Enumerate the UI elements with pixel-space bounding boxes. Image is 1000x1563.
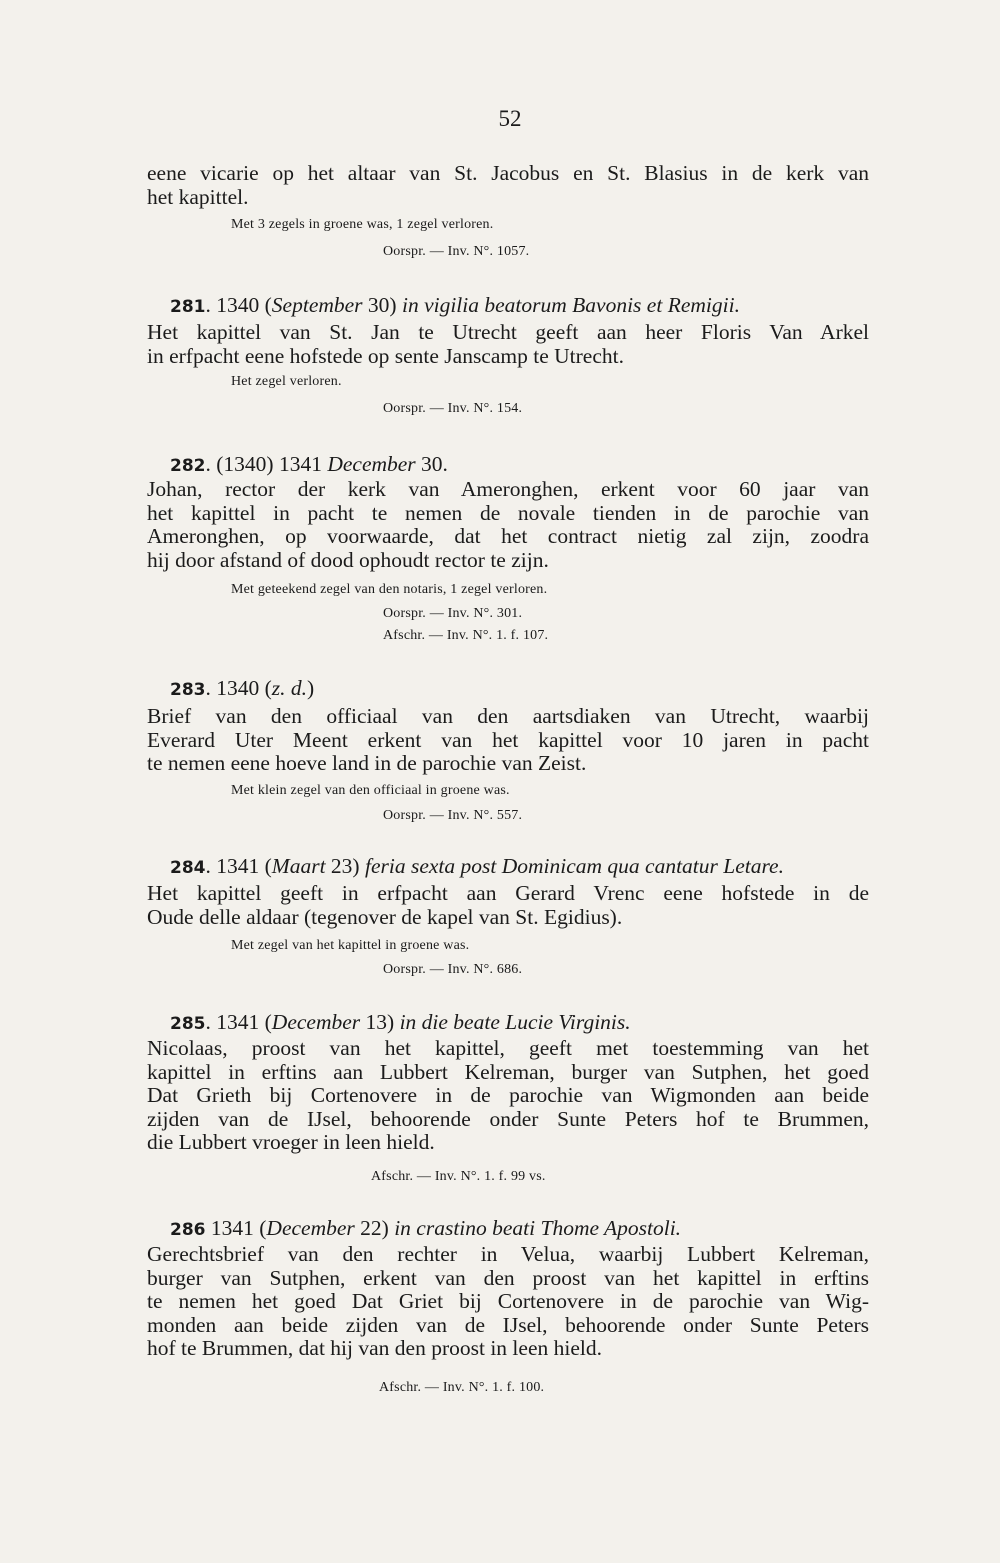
entry-date: 1340 (: [216, 676, 272, 700]
entry-number: 281: [170, 297, 206, 317]
text-line: burger van Sutphen, erkent van den proost van het kapittel in erftins: [147, 1265, 869, 1290]
text-line: te nemen eene hoeve land in de parochie van Zeist.: [147, 751, 587, 775]
text-line: Gerechtsbrief van den rechter in Velua, waarbij Lubbert Kelreman,: [147, 1242, 869, 1266]
entry-heading: 284. 1341 (Maart 23) feria sexta post Dominicam qua cantatur Letare.: [170, 854, 784, 878]
entry-month: December: [271, 1010, 361, 1034]
entry-month: December: [266, 1216, 355, 1240]
entry-number: 284: [170, 858, 206, 878]
text-line: Johan, rector der kerk van Ameronghen, erkent voor 60 jaar van: [147, 477, 869, 501]
intro-text: [147, 162, 869, 209]
entry-day: 30.: [415, 452, 448, 476]
seal-note: Met zegel van het kapittel in groene was.: [231, 938, 470, 953]
entry-day: 30): [362, 293, 402, 317]
source-reference: Afschr. — Inv. N°. 1. f. 107.: [383, 628, 549, 643]
source-reference: Afschr. — Inv. N°. 1. f. 100.: [379, 1380, 545, 1395]
entry-dedication: in die beate Lucie Virginis.: [399, 1010, 631, 1034]
entry-number: 282: [170, 456, 206, 476]
text-line: Oude delle aldaar (tegenover de kapel van St. Egidius).: [147, 904, 623, 929]
entry-day: ): [307, 676, 315, 700]
text-line: hof te Brummen, dat hij van den proost in leen hield.: [147, 1336, 602, 1360]
entry-text: [147, 321, 869, 368]
entry-text: [147, 882, 869, 929]
entry-date: (1340) 1341: [216, 452, 328, 476]
entry-text: [147, 1037, 869, 1155]
text-line: Nicolaas, proost van het kapittel, geeft met toestemming van het: [147, 1036, 869, 1060]
entry-date: 1341 (: [210, 1216, 267, 1240]
seal-note: Met 3 zegels in groene was, 1 zegel verloren.: [231, 217, 494, 232]
entry-date: 1340 (: [216, 293, 272, 317]
entry-number: 283: [170, 680, 206, 700]
entry-dedication: in vigilia beatorum Bavonis et Remigii.: [401, 293, 740, 317]
entry-month: September: [271, 293, 363, 317]
seal-note: Met geteekend zegel van den notaris, 1 zegel verloren.: [231, 582, 548, 597]
text-line: te nemen het goed Dat Griet bij Cortenovere in de parochie van Wig-: [147, 1289, 869, 1313]
entry-day: 22): [354, 1216, 395, 1240]
entry-month: December: [327, 452, 416, 476]
text-line: Everard Uter Meent erkent van het kapittel voor 10 jaren in pacht: [147, 727, 869, 752]
entry-dedication: feria sexta post Dominicam qua cantatur Letare.: [364, 854, 784, 878]
entry-day: 13): [360, 1010, 400, 1034]
entry-heading: 283. 1340 (z. d.): [170, 676, 315, 700]
entry-day: 23): [325, 854, 365, 878]
entry-heading: [170, 1216, 681, 1241]
text-line: kapittel in erftins aan Lubbert Kelreman, burger van Sutphen, het goed: [147, 1059, 869, 1084]
seal-note: Het zegel verloren.: [231, 374, 342, 389]
text-line: monden aan beide zijden van de IJsel, behoorende onder Sunte Peters: [147, 1312, 869, 1337]
source-reference: Oorspr. — Inv. N°. 686.: [383, 962, 523, 977]
entry-number: 286: [170, 1220, 206, 1240]
text-line: in erfpacht eene hofstede op sente Janscamp te Utrecht.: [147, 343, 624, 368]
seal-note: Met klein zegel van den officiaal in groene was.: [231, 783, 510, 798]
entry-text: [147, 705, 869, 776]
entry-text: [147, 478, 869, 572]
source-reference: Oorspr. — Inv. N°. 557.: [383, 808, 523, 823]
entry-dedication: in crastino beati Thome Apostoli.: [394, 1216, 682, 1240]
source-reference: Afschr. — Inv. N°. 1. f. 99 vs.: [371, 1169, 546, 1184]
entry-month: z. d.: [271, 676, 308, 700]
text-line: Brief van den officiaal van den aartsdiaken van Utrecht, waarbij: [147, 704, 869, 728]
text-line: Dat Grieth bij Cortenovere in de parochie van Wigmonden aan beide: [147, 1083, 869, 1107]
text-line: het kapittel in pacht te nemen de novale tienden in de parochie van: [147, 500, 869, 525]
entry-date: 1341 (: [216, 854, 272, 878]
source-reference: Oorspr. — Inv. N°. 1057.: [383, 244, 530, 259]
entry-heading: 281. 1340 (September 30) in vigilia beatorum Bavonis et Remigii.: [170, 293, 740, 317]
entry-date: 1341 (: [216, 1010, 272, 1034]
text-line: zijden van de IJsel, behoorende onder Sunte Peters hof te Brummen,: [147, 1106, 869, 1131]
text-line: hij door afstand of dood ophoudt rector te zijn.: [147, 547, 549, 572]
text-line: eene vicarie op het altaar van St. Jacobus en St. Blasius in de kerk van: [147, 161, 869, 185]
source-reference: Oorspr. — Inv. N°. 154.: [383, 401, 523, 416]
text-line: die Lubbert vroeger in leen hield.: [147, 1130, 435, 1154]
text-line: het kapittel.: [147, 184, 249, 209]
entry-month: Maart: [271, 854, 326, 878]
text-line: Het kapittel geeft in erfpacht aan Gerard Vrenc eene hofstede in de: [147, 881, 869, 905]
page-number: 52: [498, 106, 522, 131]
entry-heading: 282. (1340) 1341 December 30.: [170, 452, 448, 476]
text-line: Ameronghen, op voorwaarde, dat het contract nietig zal zijn, zoodra: [147, 524, 869, 548]
text-line: Het kapittel van St. Jan te Utrecht geeft aan heer Floris Van Arkel: [147, 320, 869, 344]
source-reference: Oorspr. — Inv. N°. 301.: [383, 606, 523, 621]
entry-text: [147, 1243, 869, 1361]
entry-heading: 285. 1341 (December 13) in die beate Lucie Virginis.: [170, 1010, 631, 1034]
entry-number: 285: [170, 1014, 206, 1034]
